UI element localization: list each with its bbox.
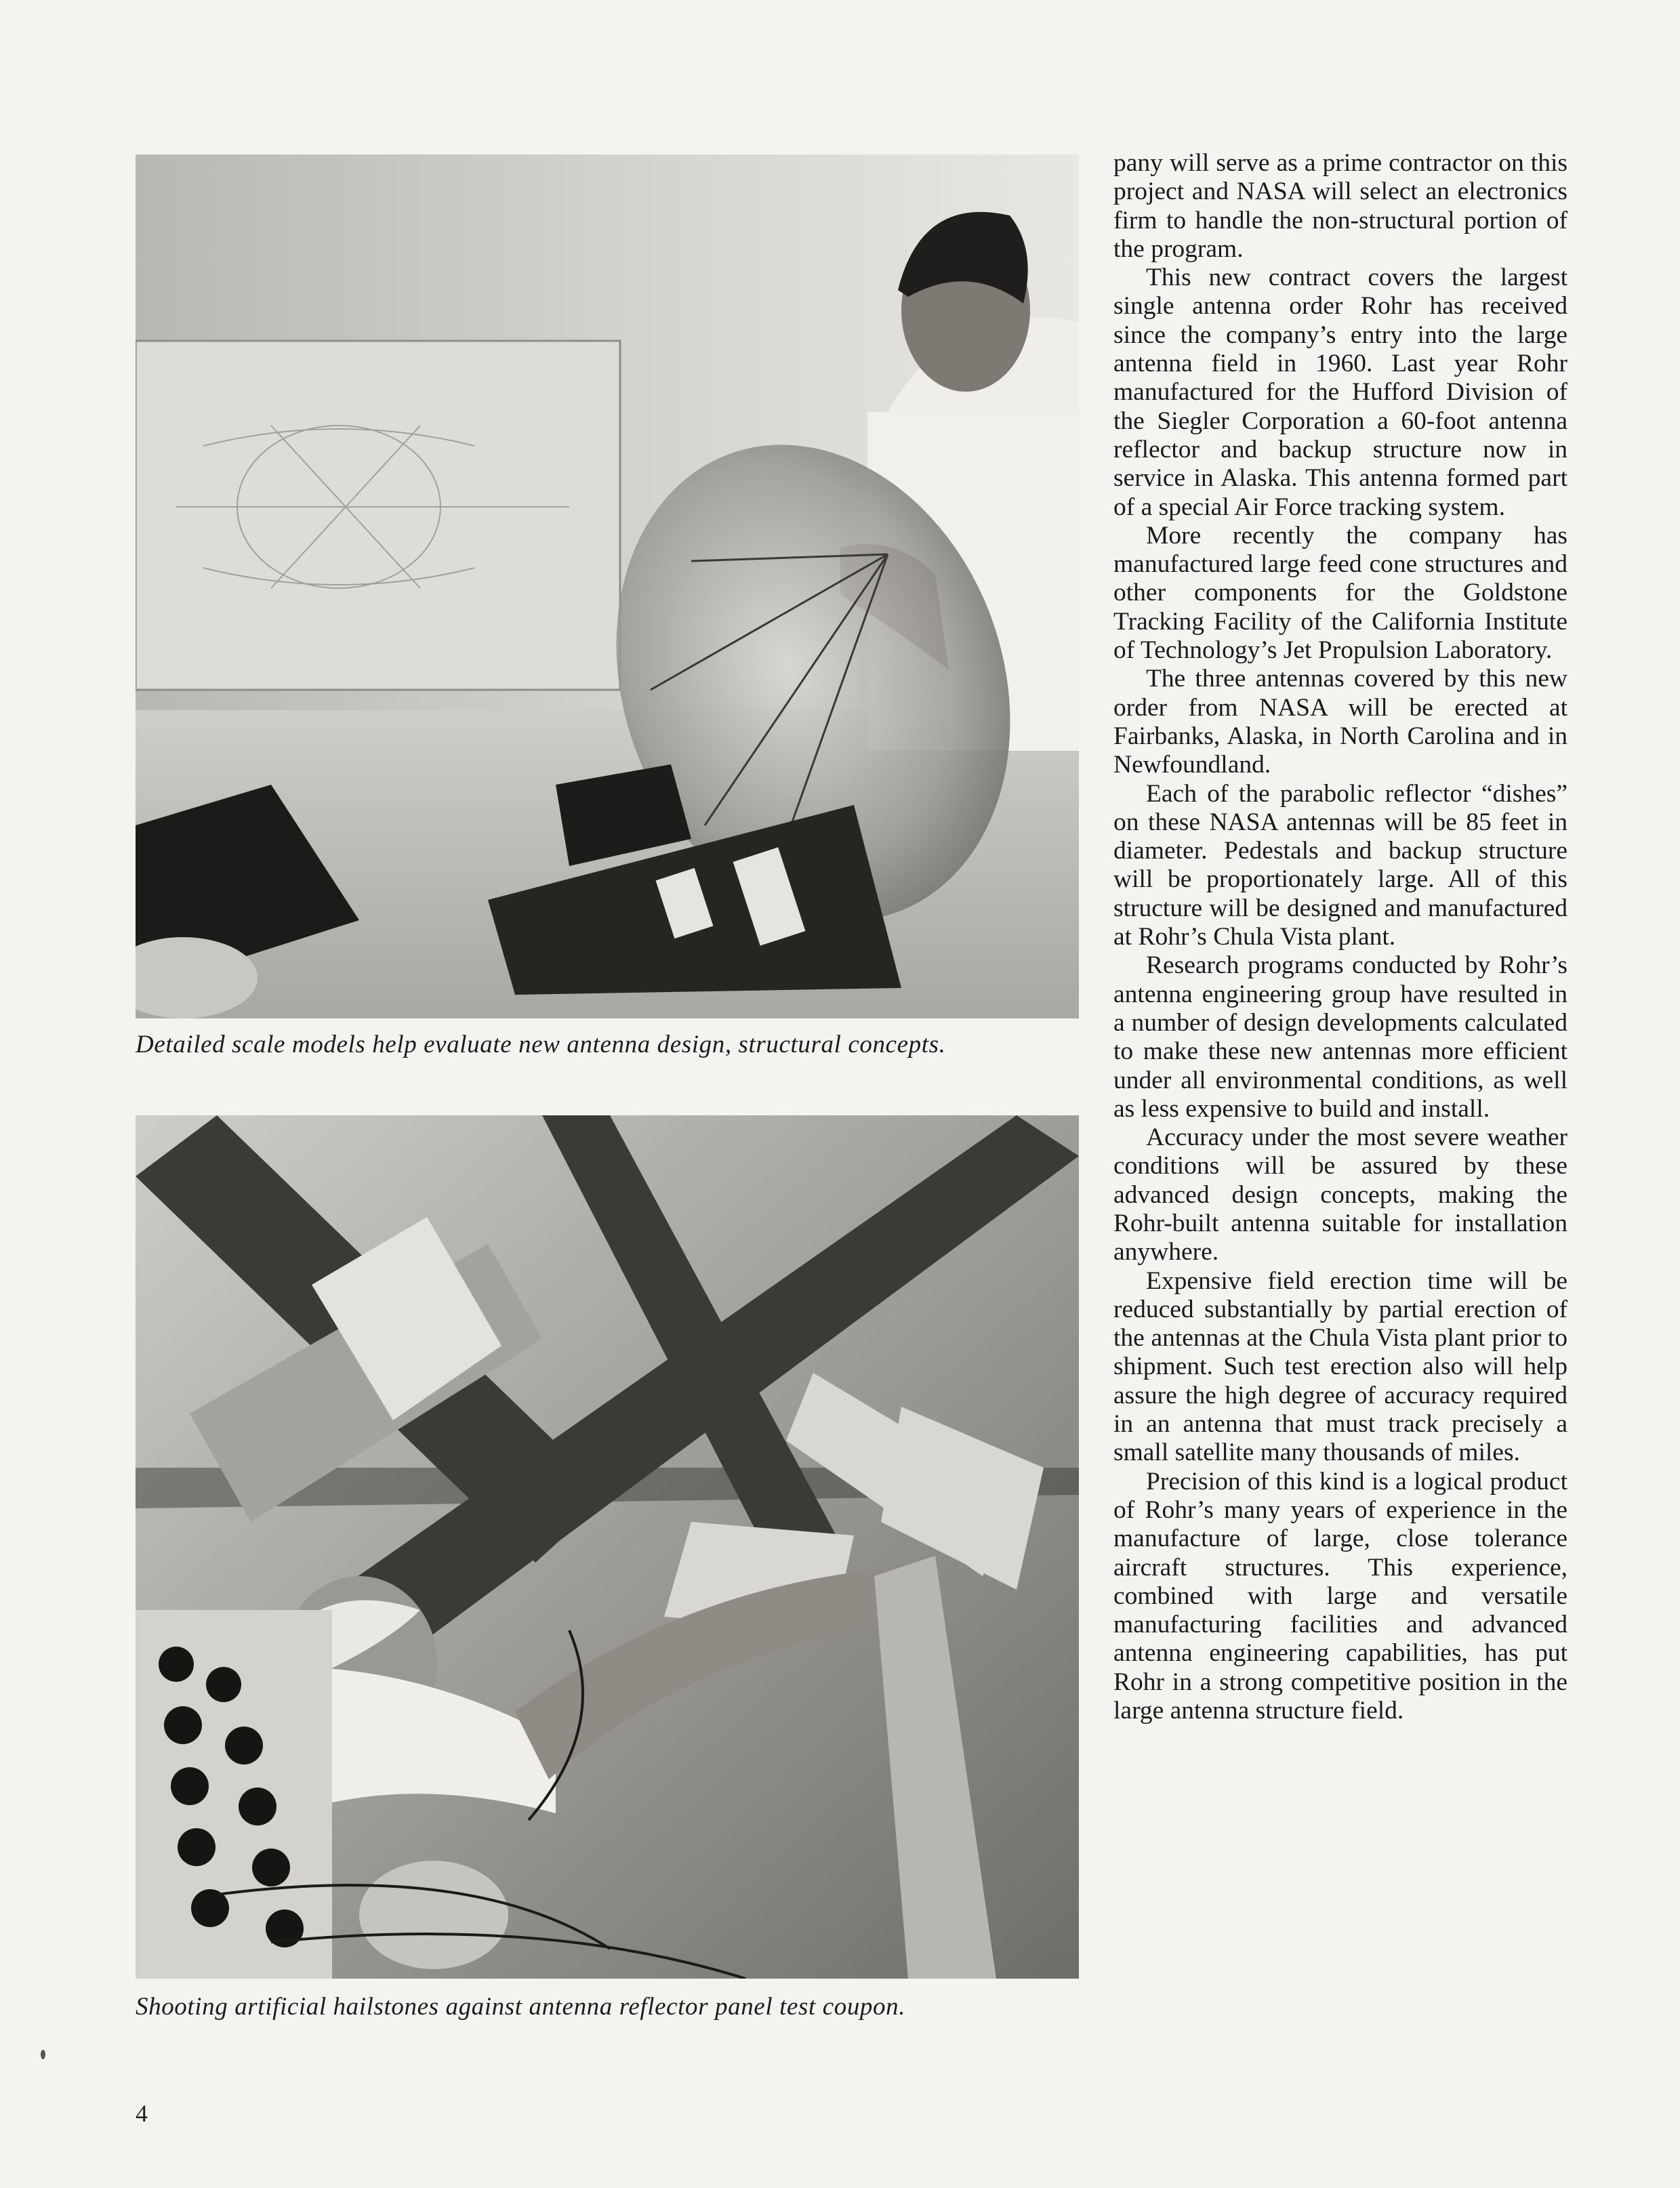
article-paragraph: Precision of this kind is a logical product of Rohr’s many years of experience in the manufacture of large, close tolerance aircraft structures. This experience, combined with large and versatile manufacturing facilities and advanced antenna engineering capabilities, has put Rohr in a strong competitive position in the large antenna structure field. (1113, 1467, 1568, 1725)
article-paragraph: Each of the parabolic reflector “dishes” on these NASA antennas will be 85 feet in diameter. Pedestals and backup structure will be proportionately large. All of this structure will be designed and manufactured at Rohr’s Chula Vista plant. (1113, 779, 1568, 951)
figure-caption-2: Shooting artificial hailstones against antenna reflector panel test coupon. (136, 1993, 906, 2021)
article-text-column (1113, 149, 1568, 1725)
hailstone-test-photo (136, 1115, 1079, 1979)
article-paragraph: Research programs conducted by Rohr’s antenna engineering group have resulted in a number of design developments calculated to make these new antennas more efficient under all environmental conditions, as well as less expensive to build and install. (1113, 951, 1568, 1123)
article-paragraph: Expensive field erection time will be reduced substantially by partial erection of the antennas at the Chula Vista plant prior to shipment. Such test erection also will help assure the high degree of accuracy required in an antenna that must track precisely a small satellite many thousands of miles. (1113, 1266, 1568, 1467)
article-paragraph: This new contract covers the largest single antenna order Rohr has received since the company’s entry into the large antenna field in 1960. Last year Rohr manufactured for the Hufford Division of the Siegler Corporation a 60-foot antenna reflector and backup structure now in service in Alaska. This antenna formed part of a special Air Force tracking system. (1113, 264, 1568, 521)
article-paragraph: The three antennas covered by this new order from NASA will be erected at Fairbanks, Alaska, in North Carolina and in Newfoundland. (1113, 665, 1568, 779)
scale-model-photo (136, 154, 1079, 1018)
figure-caption-1: Detailed scale models help evaluate new antenna design, structural concepts. (136, 1031, 946, 1058)
paper-speck (41, 2050, 45, 2059)
page-number: 4 (136, 2100, 148, 2127)
article-paragraph: pany will serve as a prime contractor on this project and NASA will select an electronics firm to handle the non-structural portion of the program. (1113, 149, 1568, 263)
article-paragraph: Accuracy under the most severe weather conditions will be assured by these advanced design concepts, making the Rohr-built antenna suitable for installation anywhere. (1113, 1123, 1568, 1266)
article-paragraph: More recently the company has manufactured large feed cone structures and other components for the Goldstone Tracking Facility of the California Institute of Technology’s Jet Propulsion Laboratory. (1113, 521, 1568, 665)
